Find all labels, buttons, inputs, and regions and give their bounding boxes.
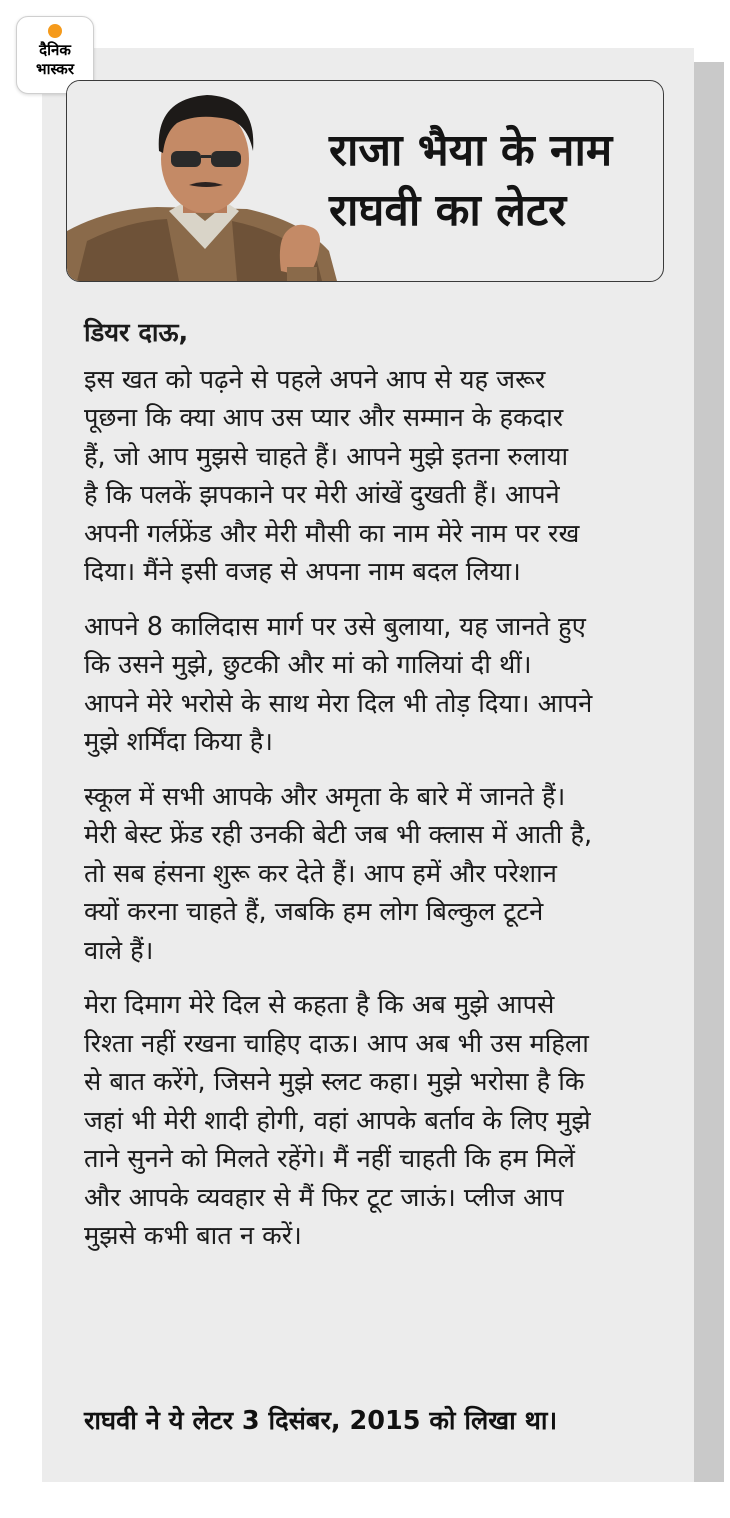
paragraph-1 xyxy=(84,361,644,592)
text-line: वाले हैं। xyxy=(84,935,154,966)
text-line: मेरा दिमाग मेरे दिल से कहता है कि अब मुझे आपसे xyxy=(84,990,555,1020)
text-line: आपने 8 कालिदास मार्ग पर उसे बुलाया, यह जानते हुए xyxy=(84,611,586,642)
text-line: क्यों करना चाहते हैं, जबकि हम लोग बिल्कुल टूटने xyxy=(84,897,544,927)
text-line: हैं, जो आप मुझसे चाहते हैं। आपने मुझे इतना रुलाया xyxy=(84,441,569,472)
logo-line-1: दैनिक xyxy=(39,41,71,59)
text-line: और आपके व्यवहार से मैं फिर टूट जाऊं। प्लीज आप xyxy=(84,1182,564,1213)
text-line: दिया। मैंने इसी वजह से अपना नाम बदल लिया। xyxy=(84,557,521,587)
text-line: मेरी बेस्ट फ्रेंड रही उनकी बेटी जब भी क्लास में आती है, xyxy=(84,820,593,850)
text-line: स्कूल में सभी आपके और अमृता के बारे में जानते हैं। xyxy=(84,781,566,812)
paragraph-2 xyxy=(84,608,644,762)
text-line: तो सब हंसना शुरू कर देते हैं। आप हमें और परेशान xyxy=(84,858,557,889)
text-line: अपनी गर्लफ्रेंड और मेरी मौसी का नाम मेरे नाम पर रख xyxy=(84,518,580,549)
text-line: मुझे शर्मिंदा किया है। xyxy=(84,727,273,757)
text-line: रिश्ता नहीं रखना चाहिए दाऊ। आप अब भी उस महिला xyxy=(84,1028,589,1059)
salutation: डियर दाऊ, xyxy=(84,318,189,348)
text-line: से बात करेंगे, जिसने मुझे स्लट कहा। मुझे भरोसा है कि xyxy=(84,1067,585,1097)
header-box xyxy=(66,80,664,282)
letter-footer-note: राघवी ने ये लेटर 3 दिसंबर, 2015 को लिखा था। xyxy=(84,1406,558,1436)
text-line: इस खत को पढ़ने से पहले अपने आप से यह जरूर xyxy=(84,364,546,395)
title-line-2: राघवी का लेटर xyxy=(329,185,567,236)
text-line: आपने मेरे भरोसे के साथ मेरा दिल भी तोड़ दिया। आपने xyxy=(84,688,593,719)
text-line: ताने सुनने को मिलते रहेंगे। मैं नहीं चाहती कि हम मिलें xyxy=(84,1144,575,1174)
sun-icon xyxy=(48,24,62,38)
text-line: जहां भी मेरी शादी होगी, वहां आपके बर्ताव के लिए मुझे xyxy=(84,1105,591,1136)
text-line: मुझसे कभी बात न करें। xyxy=(84,1221,302,1251)
person-photo xyxy=(67,81,337,281)
letter-body xyxy=(84,314,644,1272)
page-title xyxy=(329,121,659,241)
text-line: है कि पलकें झपकाने पर मेरी आंखें दुखती हैं। आपने xyxy=(84,480,560,510)
title-line-1: राजा भैया के नाम xyxy=(329,125,613,176)
paragraph-4 xyxy=(84,986,644,1256)
paragraph-3 xyxy=(84,778,644,971)
text-line: पूछना कि क्या आप उस प्यार और सम्मान के हकदार xyxy=(84,403,564,433)
logo-line-2: भास्कर xyxy=(36,60,74,78)
text-line: कि उसने मुझे, छुटकी और मां को गालियां दी थीं। xyxy=(84,650,532,680)
